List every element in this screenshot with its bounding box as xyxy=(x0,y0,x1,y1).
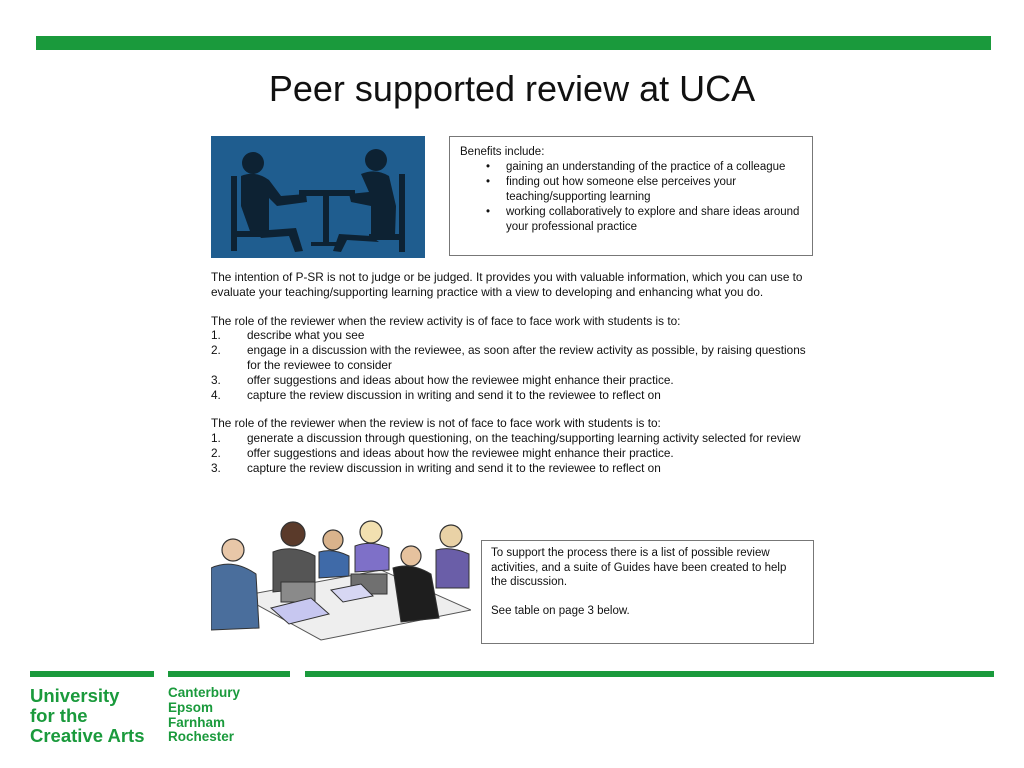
support-reference: See table on page 3 below. xyxy=(491,604,630,617)
list-item xyxy=(211,461,821,476)
item-number: 3. xyxy=(211,460,221,475)
university-logo xyxy=(30,686,144,746)
list-item: • working collaboratively to explore and share ideas around your professional practice xyxy=(486,205,802,235)
numbered-list xyxy=(211,431,821,475)
main-text xyxy=(211,270,821,476)
item-number: 2. xyxy=(211,445,221,460)
item-number: 3. xyxy=(211,372,221,387)
list-item xyxy=(211,328,821,343)
item-number: 4. xyxy=(211,387,221,402)
numbered-list xyxy=(211,328,821,402)
campus-list xyxy=(168,686,240,745)
item-text: generate a discussion through questioning, on the teaching/supporting learning activity selected for review xyxy=(247,431,801,446)
logo-line: University xyxy=(30,685,120,706)
logo-line: for the xyxy=(30,705,88,726)
item-text: offer suggestions and ideas about how the reviewee might enhance their practice. xyxy=(247,372,674,387)
list-item: • gaining an understanding of the practice of a colleague xyxy=(486,160,802,175)
item-text: describe what you see xyxy=(247,328,365,343)
benefits-box xyxy=(449,136,813,256)
benefits-list xyxy=(460,160,802,235)
campus-name: Rochester xyxy=(168,729,235,745)
logo-line: Creative Arts xyxy=(30,725,145,746)
item-text: capture the review discussion in writing and send it to the reviewee to reflect on xyxy=(247,460,661,475)
section-heading: The role of the reviewer when the review is not of face to face work with students is to: xyxy=(211,416,661,431)
intro-paragraph: The intention of P-SR is not to judge or be judged. It provides you with valuable information, which you can use to evaluate your teaching/supporting learning practice with a view to developing and enhancing what you do. xyxy=(211,270,803,299)
students-illustration xyxy=(211,518,471,645)
item-text: capture the review discussion in writing and send it to the reviewee to reflect on xyxy=(247,387,661,402)
item-text: offer suggestions and ideas about how the reviewee might enhance their practice. xyxy=(247,445,674,460)
slide-title: Peer supported review at UCA xyxy=(268,68,756,109)
list-item: • finding out how someone else perceives your teaching/supporting learning xyxy=(486,175,802,205)
campus-name: Farnham xyxy=(168,714,226,730)
meeting-illustration xyxy=(211,136,425,258)
list-item xyxy=(211,431,821,446)
footer-bar-segment-1 xyxy=(30,671,154,677)
item-number: 2. xyxy=(211,343,221,358)
support-box xyxy=(481,540,814,644)
list-item xyxy=(211,343,821,373)
campus-name: Canterbury xyxy=(168,685,241,700)
not-face-to-face-section xyxy=(211,416,821,475)
footer-bar-segment-3 xyxy=(305,671,994,677)
top-accent-bar xyxy=(36,36,991,50)
face-to-face-section xyxy=(211,314,821,403)
list-item xyxy=(211,446,821,461)
item-text: engage in a discussion with the reviewee, as soon after the review activity as possible, by raising questions for the reviewee to consider xyxy=(247,343,806,372)
section-heading: The role of the reviewer when the review activity is of face to face work with students is to: xyxy=(211,313,681,328)
support-text: To support the process there is a list of possible review activities, and a suite of Guides have been created to help the discussion. xyxy=(491,547,787,588)
campus-name: Epsom xyxy=(168,699,214,715)
benefits-heading: Benefits include: xyxy=(460,146,545,158)
item-number: 1. xyxy=(211,431,221,446)
item-number: 1. xyxy=(211,328,221,343)
list-item xyxy=(211,373,821,388)
footer-bar-segment-2 xyxy=(168,671,290,677)
list-item xyxy=(211,388,821,403)
